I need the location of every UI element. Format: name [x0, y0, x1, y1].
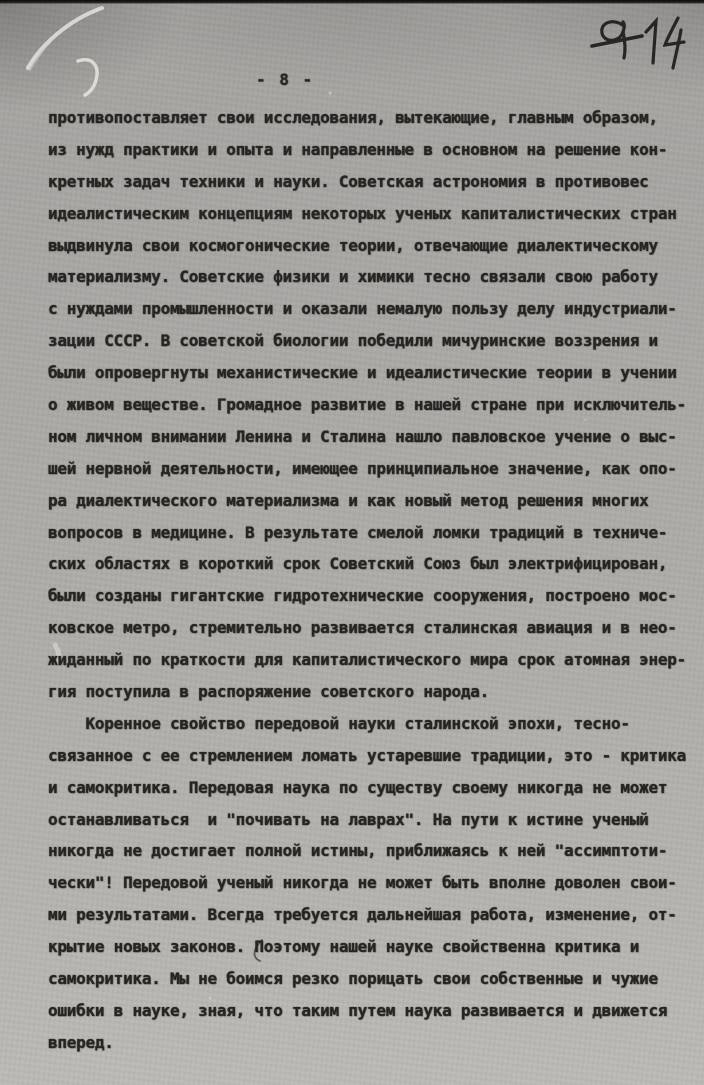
typed-line: кретных задач техники и науки. Советская астрономия в противовес — [48, 171, 649, 191]
typed-line: о живом веществе. Громадное развитие в нашей стране при исключитель- — [48, 395, 687, 415]
typed-line: материализму. Советские физики и химики тесно связали свою работу — [48, 267, 658, 287]
typed-line: никогда не достигает полной истины, приближаясь к ней "ассимптоти- — [48, 841, 668, 861]
typed-line: крытие новых законов. Поэтому нашей науке свойственна критика и — [48, 937, 640, 957]
typed-line: связанное с ее стремлением ломать устаревшие традиции, это - критика — [48, 745, 687, 765]
scan-top-edge-shadow — [0, 0, 704, 4]
typed-line: из нужд практики и опыта и направленные в основном на решение кон- — [48, 139, 668, 159]
typed-line: выдвинула свои космогонические теории, отвечающие диалектическому — [48, 235, 658, 255]
typed-line: были созданы гигантские гидротехнические сооружения, построено мос- — [48, 586, 677, 606]
typed-line: идеалистическим концепциям некоторых ученых капиталистических стран — [48, 203, 677, 223]
typed-page-number: - 8 - — [256, 70, 315, 89]
typed-line: ра диалектического материализма и как новый метод решения многих — [48, 490, 649, 510]
paper-speck — [328, 91, 331, 94]
crease-hook — [78, 60, 97, 95]
typed-line: гия поступила в распоряжение советского народа. — [48, 682, 489, 702]
typed-line: ми результатами. Всегда требуется дальнейшая работа, изменение, от- — [48, 905, 677, 925]
typed-line: шей нервной деятельности, имеющее принципиальное значение, как опо- — [48, 458, 677, 478]
typed-text-block — [48, 102, 698, 1059]
typed-line: самокритика. Мы не боимся резко порицать свои собственные и чужие — [48, 969, 658, 989]
handwritten-page-mark — [580, 8, 704, 76]
digit-4-stem-stroke — [673, 30, 681, 68]
crease-top-left-2 — [30, 40, 52, 70]
struck-digit-tail — [623, 32, 625, 58]
struck-digit-loop — [602, 22, 624, 41]
typed-line: зации СССР. В советской биологии победили мичуринские воззрения и — [48, 331, 658, 351]
typed-line: вопросов в медицине. В результате смелой ломки традиций в техниче- — [48, 522, 668, 542]
typed-line: ошибки в науке, зная, что таким путем наука развивается и движется — [48, 1000, 668, 1020]
typed-line: Коренное свойство передовой науки сталинской эпохи, тесно- — [48, 713, 630, 733]
typed-line: с нуждами промышленности и оказали немалую пользу делу индустриали- — [48, 299, 677, 319]
digit-1-stroke — [646, 21, 656, 63]
typed-line: ских областях в короткий срок Советский Союз был электрифицирован, — [48, 554, 668, 574]
typed-line: чески"! Передовой ученый никогда не может быть вполне доволен свои- — [48, 873, 677, 893]
typed-line: жиданный по краткости для капиталистического мира срок атомная энер- — [48, 650, 687, 670]
typed-line: ковское метро, стремительно развивается сталинская авиация и в нео- — [48, 618, 677, 638]
typed-line: противопоставляет свои исследования, вытекающие, главным образом, — [48, 108, 658, 127]
crease-top-left — [28, 8, 102, 68]
typed-line: и самокритика. Передовая наука по существу своему никогда не может — [48, 777, 668, 797]
typed-line: вперед. — [48, 1032, 114, 1052]
typed-line: были опровергнуты механистические и идеалистические теории в учении — [48, 363, 677, 383]
typed-line: останавливаться и "почивать на лаврах". На пути к истине ученый — [48, 809, 649, 829]
typed-line: ном личном внимании Ленина и Сталина нашло павловское учение о выс- — [48, 426, 677, 446]
